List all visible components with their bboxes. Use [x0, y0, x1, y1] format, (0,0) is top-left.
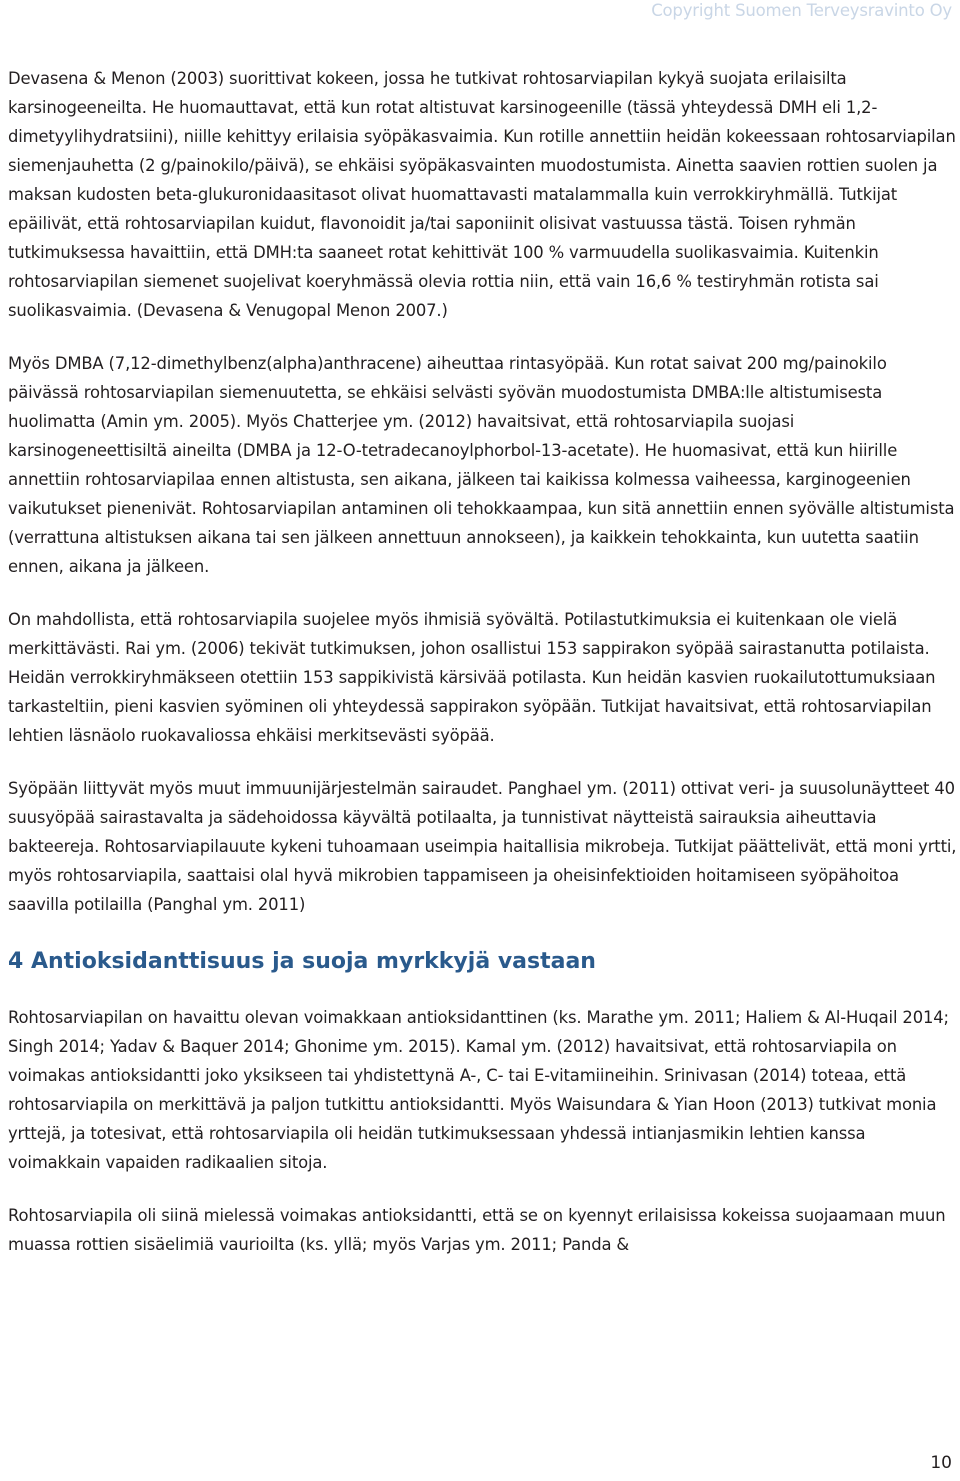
section-heading: 4 Antioksidanttisuus ja suoja myrkkyjä vastaan	[8, 949, 596, 974]
paragraph-devasena-menon: Devasena & Menon (2003) suorittivat kokeen, jossa he tutkivat rohtosarviapilan kykyä suojata erilaisilta karsinogeeneilta. He huomauttavat, että kun rotat altistuvat karsinogeenille (tässä yhteydessä DMH eli 1,2-dimetyylihydratsiini), niille kehittyy erilaisia syöpäkasvaimia. Kun rotille annettiin heidän kokeessaan rohtosarviapilan siemenjauhetta (2 g/painokilo/päivä), se ehkäisi syöpäkasvainten muodostumista. Ainetta saavien rottien suolen ja maksan kudosten beta-glukuronidaasitasot olivat huomattavasti matalammalla kuin verrokkiryhmällä. Tutkijat epäilivät, että rohtosarviapilan kuidut, flavonoidit ja/tai saponiinit olisivat vastuussa tästä. Toisen ryhmän tutkimuksessa havaittiin, että DMH:ta saaneet rotat kehittivät 100 % varmuudella suolikasvaimia. Kuitenkin rohtosarviapilan siemenet suojelivat koeryhmässä olevia rottia niin, että vain 16,6 % testiryhmän rotista sai suolikasvaimia. (Devasena & Venugopal Menon 2007.)	[8, 69, 956, 320]
paragraph-spacer	[8, 977, 958, 1003]
paragraph-spacer	[8, 325, 958, 349]
paragraph-human-studies: On mahdollista, että rohtosarviapila suojelee myös ihmisiä syövältä. Potilastutkimuksia ei kuitenkaan ole vielä merkittävästi. Rai ym. (2006) tekivät tutkimuksen, johon osallistui 153 sappirakon syöpää sairastanutta potilaista. Heidän verrokkiryhmäkseen otettiin 153 sappikivistä kärsivää potilasta. Kun heidän kasvien ruokailutottumuksiaan tarkasteltiin, pieni kasvien syöminen oli yhteydessä sappirakon syöpään. Tutkijat havaitsivat, että rohtosarviapilan lehtien läsnäolo ruokavaliossa ehkäisi merkitsevästi syöpää.	[8, 610, 936, 745]
paragraph-spacer	[8, 1177, 958, 1201]
paragraph-spacer	[8, 919, 958, 947]
paragraph-dmba: Myös DMBA (7,12-dimethylbenz(alpha)anthracene) aiheuttaa rintasyöpää. Kun rotat saivat 200 mg/painokilo päivässä rohtosarviapilan siemenuutetta, se ehkäisi selvästi syövän muodostumista DMBA:lle altistumisesta huolimatta (Amin ym. 2005). Myös Chatterjee ym. (2012) havaitsivat, että rohtosarviapila suojasi karsinogeneettisiltä aineilta (DMBA ja 12-O-tetradecanoylphorbol-13-acetate). He huomasivat, että kun hiirille annettiin rohtosarviapilaa ennen altistusta, sen aikana, jälkeen tai kaikissa kolmessa vaiheessa, karginogeenien vaikutukset pienenivät. Rohtosarviapilan antaminen oli tehokkaampaa, kun sitä annettiin ennen syövälle altistumista (verrattuna altistuksen aikana tai sen jälkeen annettuun annokseen), ja kaikkein tehokkainta, kun uutetta saatiin ennen, aikana ja jälkeen.	[8, 354, 955, 576]
document-body	[8, 64, 958, 1259]
paragraph-spacer	[8, 750, 958, 774]
copyright-header: Copyright Suomen Terveysravinto Oy	[651, 1, 952, 20]
paragraph-antioxidant: Rohtosarviapilan on havaittu olevan voimakkaan antioksidanttinen (ks. Marathe ym. 2011; Haliem & Al-Huqail 2014; Singh 2014; Yadav & Baquer 2014; Ghonime ym. 2015). Kamal ym. (2012) havaitsivat, että rohtosarviapila on voimakas antioksidantti joko yksikseen tai yhdistettynä A-, C- tai E-vitamiineihin. Srinivasan (2014) toteaa, että rohtosarviapila on merkittävä ja paljon tutkittu antioksidantti. Myös Waisundara & Yian Hoon (2013) tutkivat monia yrttejä, ja totesivat, että rohtosarviapila oli heidän tutkimuksessaan yhdessä intianjasmikin lehtien kanssa voimakkain vapaiden radikaalien sitoja.	[8, 1008, 949, 1172]
paragraph-spacer	[8, 581, 958, 605]
paragraph-antioxidant-protection: Rohtosarviapila oli siinä mielessä voimakas antioksidantti, että se on kyennyt erilaisissa kokeissa suojaamaan muun muassa rottien sisäelimiä vaurioilta (ks. yllä; myös Varjas ym. 2011; Panda &	[8, 1206, 946, 1254]
page-number: 10	[930, 1453, 952, 1473]
paragraph-immune-system: Syöpään liittyvät myös muut immuunijärjestelmän sairaudet. Panghael ym. (2011) ottivat veri- ja suusolunäytteet 40 suusyöpää sairastavalta ja sädehoidossa käyvältä potilaalta, ja tunnistivat näytteistä sairauksia aiheuttavia bakteereja. Rohtosarviapilauute kykeni tuhoamaan useimpia haitallisia mikrobeja. Tutkijat päättelivät, että moni yrtti, myös rohtosarviapila, saattaisi olal hyvä mikrobien tappamiseen ja oheisinfektioiden hoitamiseen syöpähoitoa saavilla potilailla (Panghal ym. 2011)	[8, 779, 957, 914]
